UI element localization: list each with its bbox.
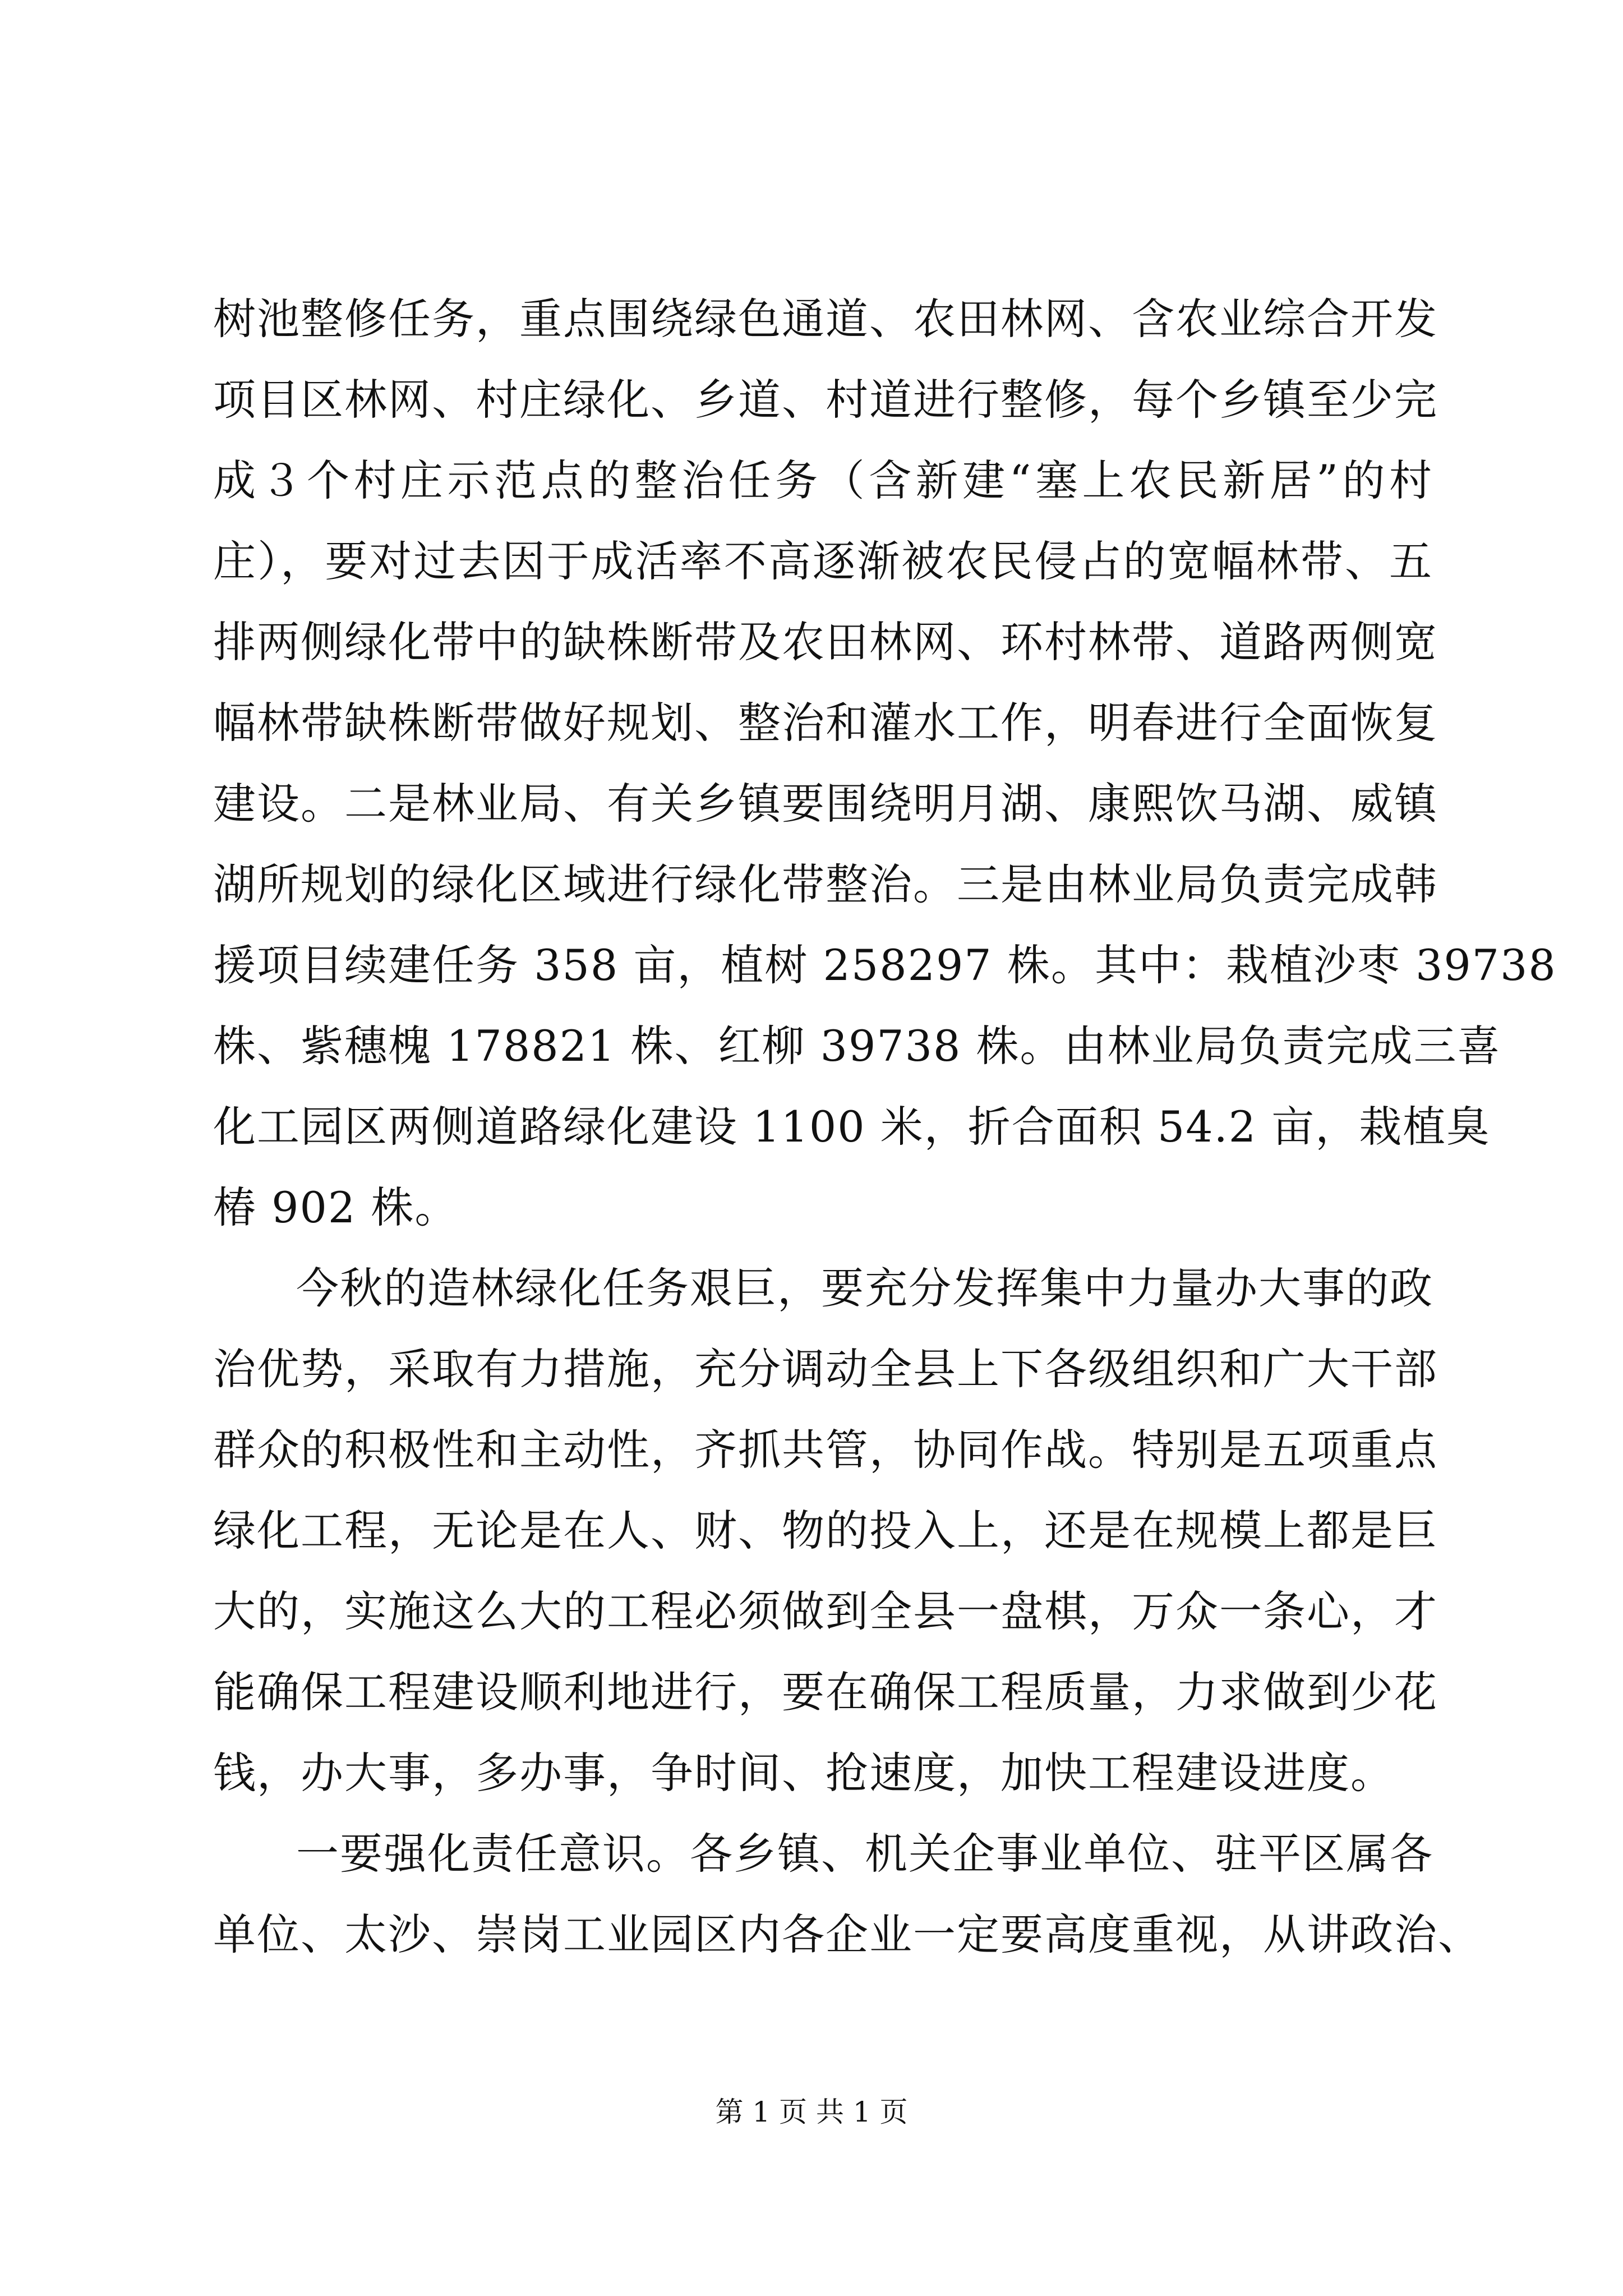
body-line: 钱，办大事，多办事，争时间、抢速度，加快工程建设进度。 <box>213 1748 1394 1798</box>
body-line: 幅林带缺株断带做好规划、整治和灌水工作，明春进行全面恢复 <box>213 698 1438 748</box>
page-footer <box>0 2092 1623 2132</box>
page-number-label: 第 1 页 共 1 页 <box>715 2096 908 2128</box>
body-line: 庄），要对过去因于成活率不高逐渐被农民侵占的宽幅林带、五 <box>213 536 1433 586</box>
body-line: 单位、太沙、崇岗工业园区内各企业一定要高度重视，从讲政治、 <box>213 1910 1482 1959</box>
body-line: 能确保工程建设顺利地进行，要在确保工程质量，力求做到少花 <box>213 1667 1438 1717</box>
body-line: 株、紫穗槐 178821 株、红柳 39738 株。由林业局负责完成三喜 <box>213 1021 1501 1071</box>
body-line: 排两侧绿化带中的缺株断带及农田林网、环村林带、道路两侧宽 <box>213 617 1438 667</box>
body-line: 化工园区两侧道路绿化建设 1100 米，折合面积 54.2 亩，栽植臭 <box>213 1102 1491 1152</box>
document-body <box>213 279 1557 1975</box>
body-line: 树池整修任务，重点围绕绿色通道、农田林网、含农业综合开发 <box>213 294 1438 344</box>
body-line: 成３个村庄示范点的整治任务（含新建“塞上农民新居”的村 <box>213 455 1433 505</box>
body-line: 椿 902 株。 <box>213 1182 459 1232</box>
body-line: 援项目续建任务 358 亩，植树 258297 株。其中：栽植沙枣 39738 <box>213 940 1557 990</box>
body-line: 治优势，采取有力措施，充分调动全县上下各级组织和广大干部 <box>213 1344 1438 1394</box>
paragraph-first-line: 今秋的造林绿化任务艰巨，要充分发挥集中力量办大事的政 <box>296 1263 1433 1313</box>
body-line: 绿化工程，无论是在人、财、物的投入上，还是在规模上都是巨 <box>213 1506 1438 1556</box>
paragraph-first-line: 一要强化责任意识。各乡镇、机关企事业单位、驻平区属各 <box>296 1829 1433 1879</box>
body-line: 建设。二是林业局、有关乡镇要围绕明月湖、康熙饮马湖、威镇 <box>213 779 1438 829</box>
body-line: 群众的积极性和主动性，齐抓共管，协同作战。特别是五项重点 <box>213 1425 1438 1475</box>
body-line: 项目区林网、村庄绿化、乡道、村道进行整修，每个乡镇至少完 <box>213 375 1438 425</box>
body-line: 湖所规划的绿化区域进行绿化带整治。三是由林业局负责完成韩 <box>213 859 1438 909</box>
body-line: 大的，实施这么大的工程必须做到全县一盘棋，万众一条心，才 <box>213 1586 1438 1636</box>
